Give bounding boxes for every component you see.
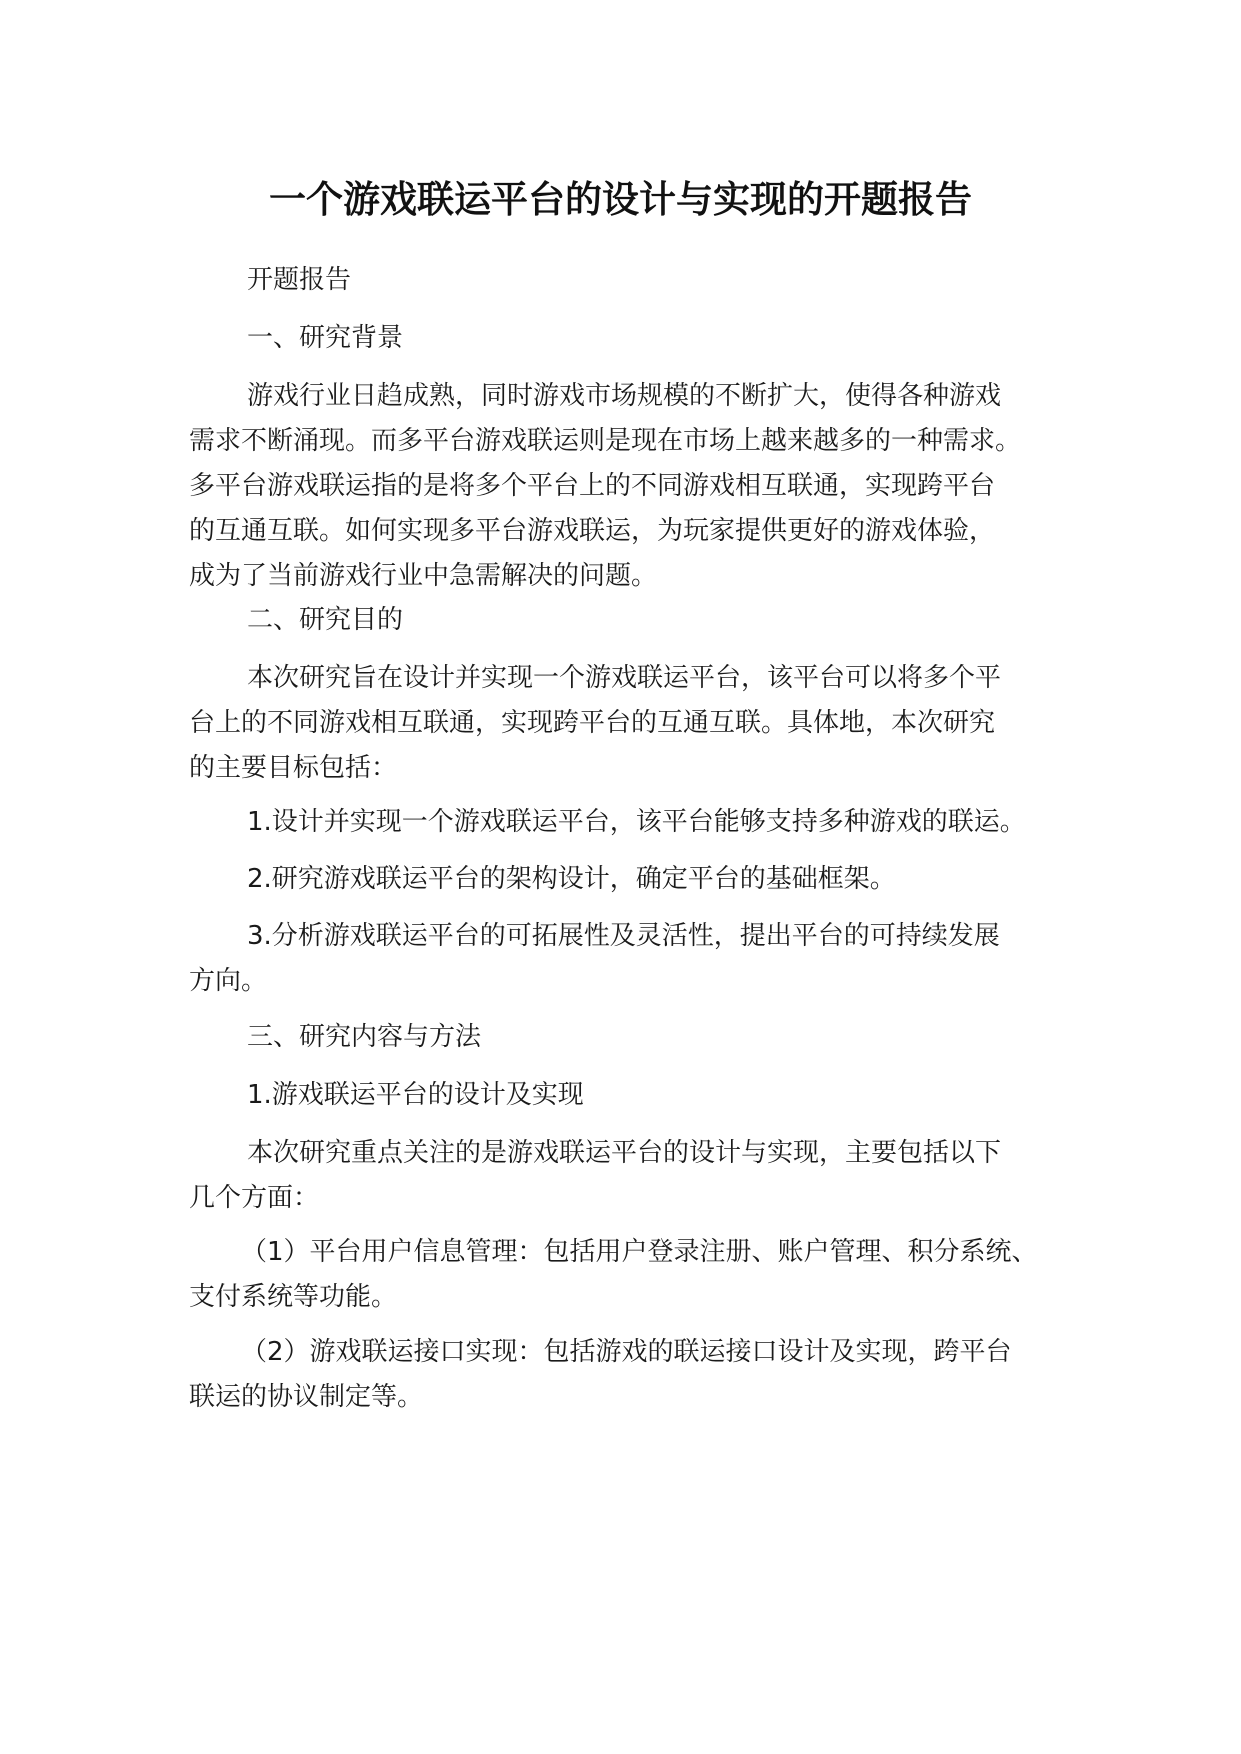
paragraph-line: 开题报告 [247,265,352,295]
paragraph-line: 支付系统等功能。 [189,1282,398,1312]
paragraph-line: 三、研究内容与方法 [247,1022,482,1052]
paragraph-heading-report [189,258,1089,303]
paragraph-purpose [189,656,1089,791]
paragraph-line: 一、研究背景 [247,323,404,353]
paragraph-line: 几个方面： [189,1183,320,1213]
paragraph-line: 游戏行业日趋成熟，同时游戏市场规模的不断扩大，使得各种游戏 [247,381,1002,411]
section-heading-methods [189,1015,1089,1060]
list-item-aspect-2 [189,1330,1089,1420]
subsection-heading-design [189,1073,1089,1118]
paragraph-line: （2）游戏联运接口实现：包括游戏的联运接口设计及实现，跨平台 [241,1337,1012,1367]
paragraph-line: 本次研究重点关注的是游戏联运平台的设计与实现，主要包括以下 [247,1138,1002,1168]
paragraph-line: 台上的不同游戏相互联通，实现跨平台的互通互联。具体地，本次研究 [189,708,996,738]
paragraph-design-focus [189,1131,1089,1221]
paragraph-line: 需求不断涌现。而多平台游戏联运则是现在市场上越来越多的一种需求。 [189,426,1022,456]
paragraph-line: 1.设计并实现一个游戏联运平台，该平台能够支持多种游戏的联运。 [247,807,1026,837]
paragraph-line: 1.游戏联运平台的设计及实现 [247,1080,584,1110]
paragraph-line: （1）平台用户信息管理：包括用户登录注册、账户管理、积分系统、 [241,1237,1038,1267]
paragraph-line: 2.研究游戏联运平台的架构设计，确定平台的基础框架。 [247,864,896,894]
paragraph-line: 联运的协议制定等。 [189,1382,424,1412]
document-title: 一个游戏联运平台的设计与实现的开题报告 [269,178,972,221]
section-heading-background [189,316,1089,361]
paragraph-line: 成为了当前游戏行业中急需解决的问题。 [189,561,658,591]
paragraph-line: 3.分析游戏联运平台的可拓展性及灵活性，提出平台的可持续发展 [247,921,1000,951]
paragraph-line: 二、研究目的 [247,605,404,635]
section-heading-purpose [189,598,1089,643]
paragraph-line: 的主要目标包括： [189,753,398,783]
paragraph-line: 的互通互联。如何实现多平台游戏联运，为玩家提供更好的游戏体验， [189,516,996,546]
list-item-goal-2 [189,857,1089,902]
list-item-goal-1 [189,800,1089,845]
list-item-goal-3 [189,914,1089,1004]
paragraph-line: 方向。 [189,966,268,996]
paragraph-line: 本次研究旨在设计并实现一个游戏联运平台，该平台可以将多个平 [247,663,1002,693]
list-item-aspect-1 [189,1230,1089,1320]
paragraph-background [189,374,1089,599]
paragraph-line: 多平台游戏联运指的是将多个平台上的不同游戏相互联通，实现跨平台 [189,471,996,501]
